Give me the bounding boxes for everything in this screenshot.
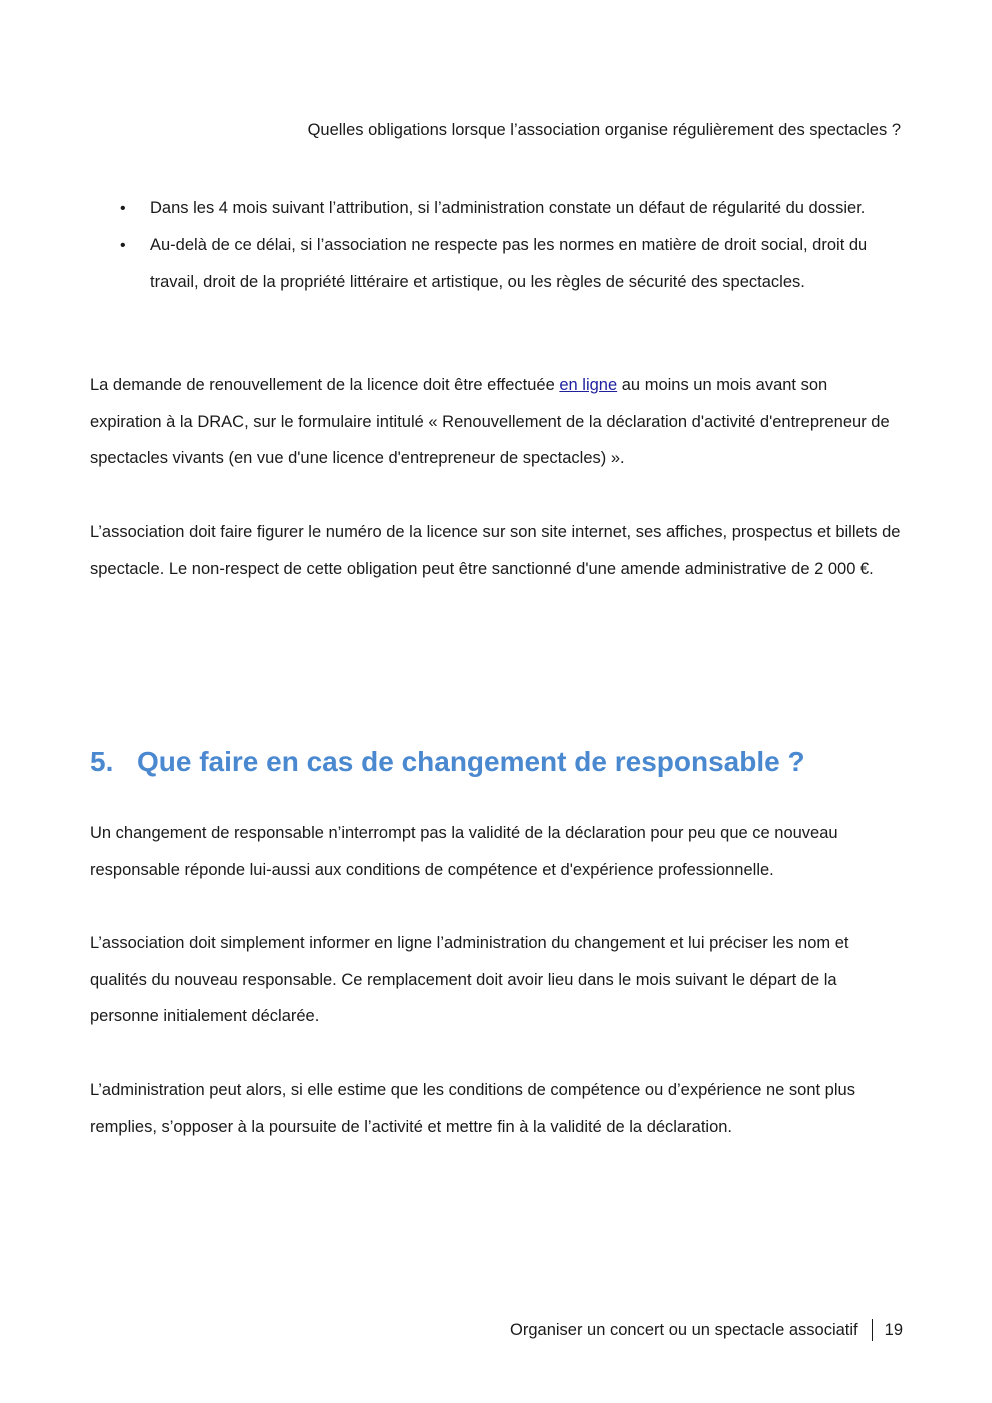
list-item-text: Dans les 4 mois suivant l’attribution, si l’administration constate un défaut de régularité du dossier. xyxy=(150,199,866,217)
section-number: 5. xyxy=(90,746,114,777)
list-item-text: Au-delà de ce délai, si l’association ne respecte pas les normes en matière de droit social, droit du travail, droit de la propriété littéraire et artistique, ou les règles de sécurité des spectacles. xyxy=(150,236,868,291)
online-link[interactable]: en ligne xyxy=(559,376,618,394)
footer-separator xyxy=(872,1319,873,1341)
inform-administration-paragraph: L’association doit simplement informer en ligne l’administration du changement et lui préciser les nom et qualités du nouveau responsable. Ce remplacement doit avoir lieu dans le mois suivant le départ de la personne initialement déclarée. xyxy=(90,934,849,1026)
renewal-text-end: au moins un mois avant son expiration à la DRAC, sur le formulaire intitulé « Renouvellement de la déclaration d'activité d'entrepreneur de spectacles vivants (en vue d'une licence d'entrepreneur de spectacles) ». xyxy=(90,376,890,468)
renewal-paragraph xyxy=(90,367,903,477)
bullet-list xyxy=(120,190,902,301)
opposition-paragraph: L’administration peut alors, si elle estime que les conditions de compétence ou d’expérience ne sont plus remplies, s’opposer à la poursuite de l’activité et mettre fin à la validité de la déclaration. xyxy=(90,1081,855,1136)
footer-document-title: Organiser un concert ou un spectacle associatif xyxy=(510,1321,858,1339)
section-heading xyxy=(90,740,805,784)
list-item xyxy=(120,190,902,227)
bullet-icon: • xyxy=(120,237,126,254)
renewal-text-start: La demande de renouvellement de la licence doit être effectuée xyxy=(90,376,560,394)
section-title: Que faire en cas de changement de responsable ? xyxy=(137,746,805,777)
page-number: 19 xyxy=(884,1321,903,1339)
license-number-paragraph: L’association doit faire figurer le numéro de la licence sur son site internet, ses affiches, prospectus et billets de spectacle. Le non-respect de cette obligation peut être sanctionné d'une amende administrative de 2 000 €. xyxy=(90,523,901,578)
page-footer xyxy=(510,1318,903,1342)
bullet-icon: • xyxy=(120,200,126,217)
page-header-title: Quelles obligations lorsque l’association organise régulièrement des spectacles ? xyxy=(307,121,901,139)
list-item xyxy=(120,227,902,301)
responsible-change-paragraph: Un changement de responsable n’interrompt pas la validité de la déclaration pour peu que ce nouveau responsable réponde lui-aussi aux conditions de compétence et d'expérience professionnelle. xyxy=(90,824,838,879)
